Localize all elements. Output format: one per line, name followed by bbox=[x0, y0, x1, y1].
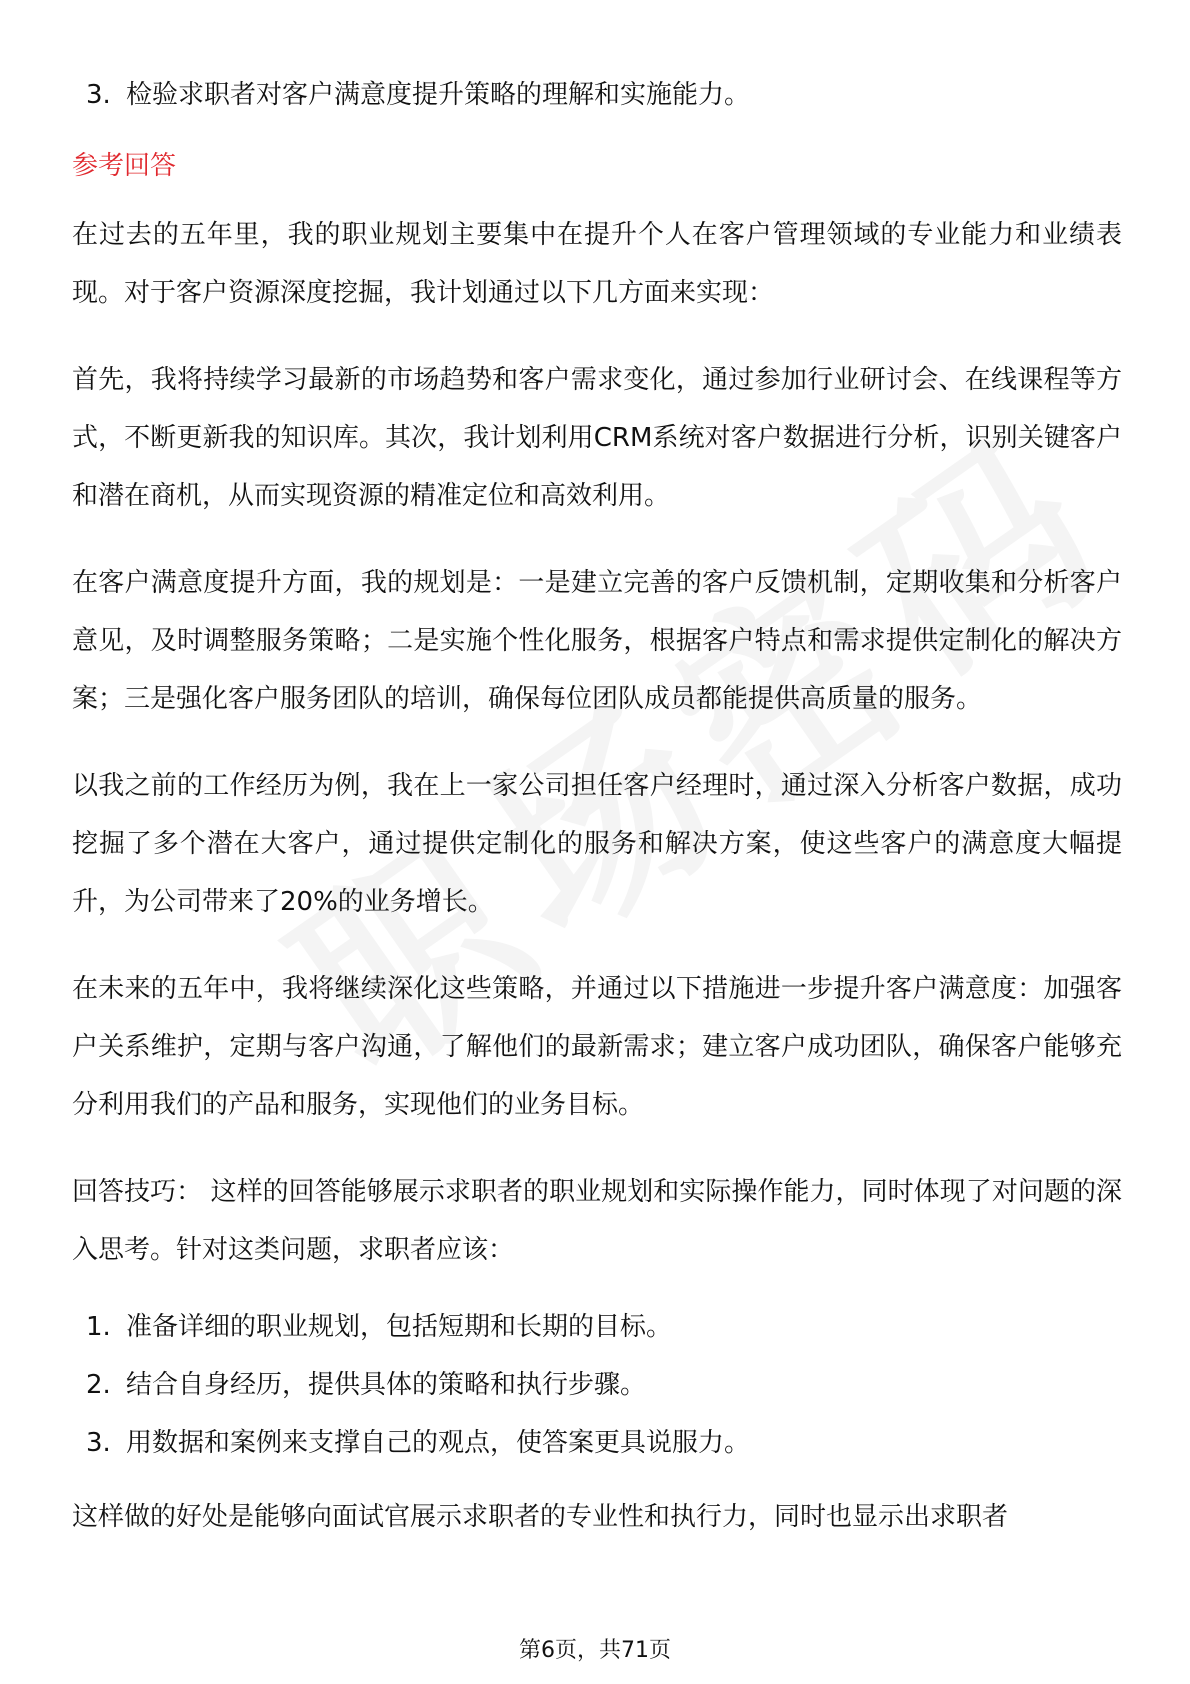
list-item bbox=[72, 1356, 1122, 1414]
paragraph: 首先，我将持续学习最新的市场趋势和客户需求变化，通过参加行业研讨会、在线课程等方式，不断更新我的知识库。其次，我计划利用CRM系统对客户数据进行分析，识别关键客户和潜在商机，从而实现资源的精准定位和高效利用。 bbox=[72, 365, 1122, 511]
paragraph: 在客户满意度提升方面，我的规划是：一是建立完善的客户反馈机制，定期收集和分析客户意见，及时调整服务策略；二是实施个性化服务，根据客户特点和需求提供定制化的解决方案；三是强化客户服务团队的培训，确保每位团队成员都能提供高质量的服务。 bbox=[72, 568, 1122, 714]
list-number: 3. bbox=[86, 80, 111, 110]
tips-list bbox=[72, 1298, 1122, 1472]
list-text: 检验求职者对客户满意度提升策略的理解和实施能力。 bbox=[126, 80, 751, 110]
closing-paragraph: 这样做的好处是能够向面试官展示求职者的专业性和执行力，同时也显示出求职者 bbox=[72, 1502, 1009, 1532]
answer-tips-paragraph: 回答技巧： 这样的回答能够展示求职者的职业规划和实际操作能力，同时体现了对问题的深入思考。针对这类问题，求职者应该： bbox=[72, 1177, 1122, 1265]
list-item bbox=[72, 1298, 1122, 1356]
section-heading: 参考回答 bbox=[72, 151, 177, 181]
list-number: 2. bbox=[86, 1370, 111, 1400]
list-item bbox=[72, 1414, 1122, 1472]
list-item bbox=[72, 66, 1122, 124]
page-content bbox=[72, 66, 1122, 1546]
paragraph: 以我之前的工作经历为例，我在上一家公司担任客户经理时，通过深入分析客户数据，成功挖掘了多个潜在大客户，通过提供定制化的服务和解决方案，使这些客户的满意度大幅提升，为公司带来了20%的业务增长。 bbox=[72, 771, 1122, 917]
paragraph: 在未来的五年中，我将继续深化这些策略，并通过以下措施进一步提升客户满意度：加强客户关系维护，定期与客户沟通，了解他们的最新需求；建立客户成功团队，确保客户能够充分利用我们的产品和服务，实现他们的业务目标。 bbox=[72, 974, 1122, 1120]
paragraph: 在过去的五年里，我的职业规划主要集中在提升个人在客户管理领域的专业能力和业绩表现。对于客户资源深度挖掘，我计划通过以下几方面来实现： bbox=[72, 220, 1122, 308]
list-text: 用数据和案例来支撑自己的观点，使答案更具说服力。 bbox=[126, 1428, 751, 1458]
list-text: 准备详细的职业规划，包括短期和长期的目标。 bbox=[126, 1312, 673, 1342]
list-number: 1. bbox=[86, 1312, 111, 1342]
list-number: 3. bbox=[86, 1428, 111, 1458]
page-footer: 第6页，共71页 bbox=[519, 1638, 671, 1663]
list-text: 结合自身经历，提供具体的策略和执行步骤。 bbox=[126, 1370, 647, 1400]
